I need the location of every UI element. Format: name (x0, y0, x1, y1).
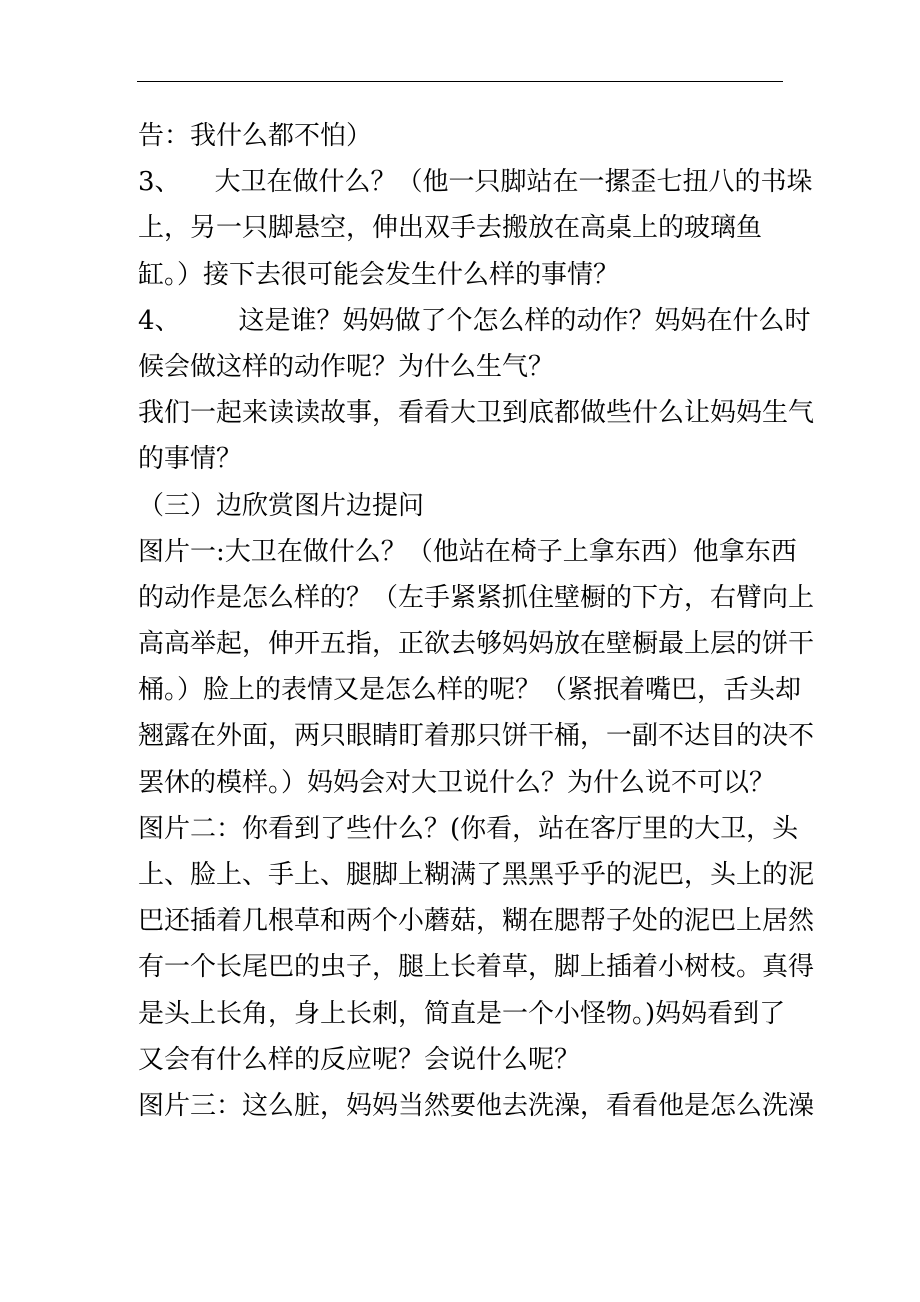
list-item-4: 4、 这是谁？妈妈做了个怎么样的动作？妈妈在什么时 (138, 305, 811, 336)
text-line: 缸。）接下去很可能会发生什么样的事情？ (138, 259, 620, 290)
text-line: 的动作是怎么样的？（左手紧紧抓住壁橱的下方，右臂向上 (138, 582, 815, 613)
list-number: 3、 (138, 167, 181, 198)
text-line: 高高举起，伸开五指，正欲去够妈妈放在壁橱最上层的饼干 (138, 629, 815, 660)
text-line: 上、脸上、手上、腿脚上糊满了黑黑乎乎的泥巴，头上的泥 (138, 860, 815, 890)
text-line: 又会有什么样的反应呢？会说什么呢？ (138, 1044, 581, 1075)
text-line: 告：我什么都不怕） (138, 121, 373, 151)
text-line: 候会做这样的动作呢？为什么生气？ (138, 351, 555, 382)
text-line: 图片一:大卫在做什么？（他站在椅子上拿东西）他拿东西 (138, 536, 797, 567)
text-line: 翘露在外面，两只眼睛盯着那只饼干桶，一副不达目的决不 (138, 721, 815, 752)
text-line: 的事情？ (138, 444, 243, 475)
text-line: 上，另一只脚悬空，伸出双手去搬放在高桌上的玻璃鱼 (138, 213, 763, 244)
body-text (138, 113, 815, 1129)
header-rule (137, 81, 783, 82)
text-line: 是头上长角，身上长刺，简直是一个小怪物。)妈妈看到了 (138, 998, 786, 1029)
text-line: 图片二：你看到了些什么？(你看，站在客厅里的大卫，头 (138, 813, 799, 844)
list-item-3: 3、 大卫在做什么？（他一只脚站在一摞歪七扭八的书垛 (138, 167, 813, 198)
section-heading: （三）边欣赏图片边提问 (138, 490, 425, 521)
text-line: 桶。）脸上的表情又是怎么样的呢？（紧抿着嘴巴，舌头却 (138, 675, 802, 706)
list-number: 4、 (138, 305, 181, 336)
text-line: 巴还插着几根草和两个小蘑菇，糊在腮帮子处的泥巴上居然 (138, 906, 815, 937)
text-line: 罢休的模样。）妈妈会对大卫说什么？为什么说不可以？ (138, 767, 776, 798)
text-line: 图片三：这么脏，妈妈当然要他去洗澡，看看他是怎么洗澡 (138, 1090, 815, 1121)
text-line: 我们一起来读读故事，看看大卫到底都做些什么让妈妈生气 (138, 398, 815, 429)
text-line: 有一个长尾巴的虫子，腿上长着草，脚上插着小树枝。真得 (138, 952, 815, 983)
